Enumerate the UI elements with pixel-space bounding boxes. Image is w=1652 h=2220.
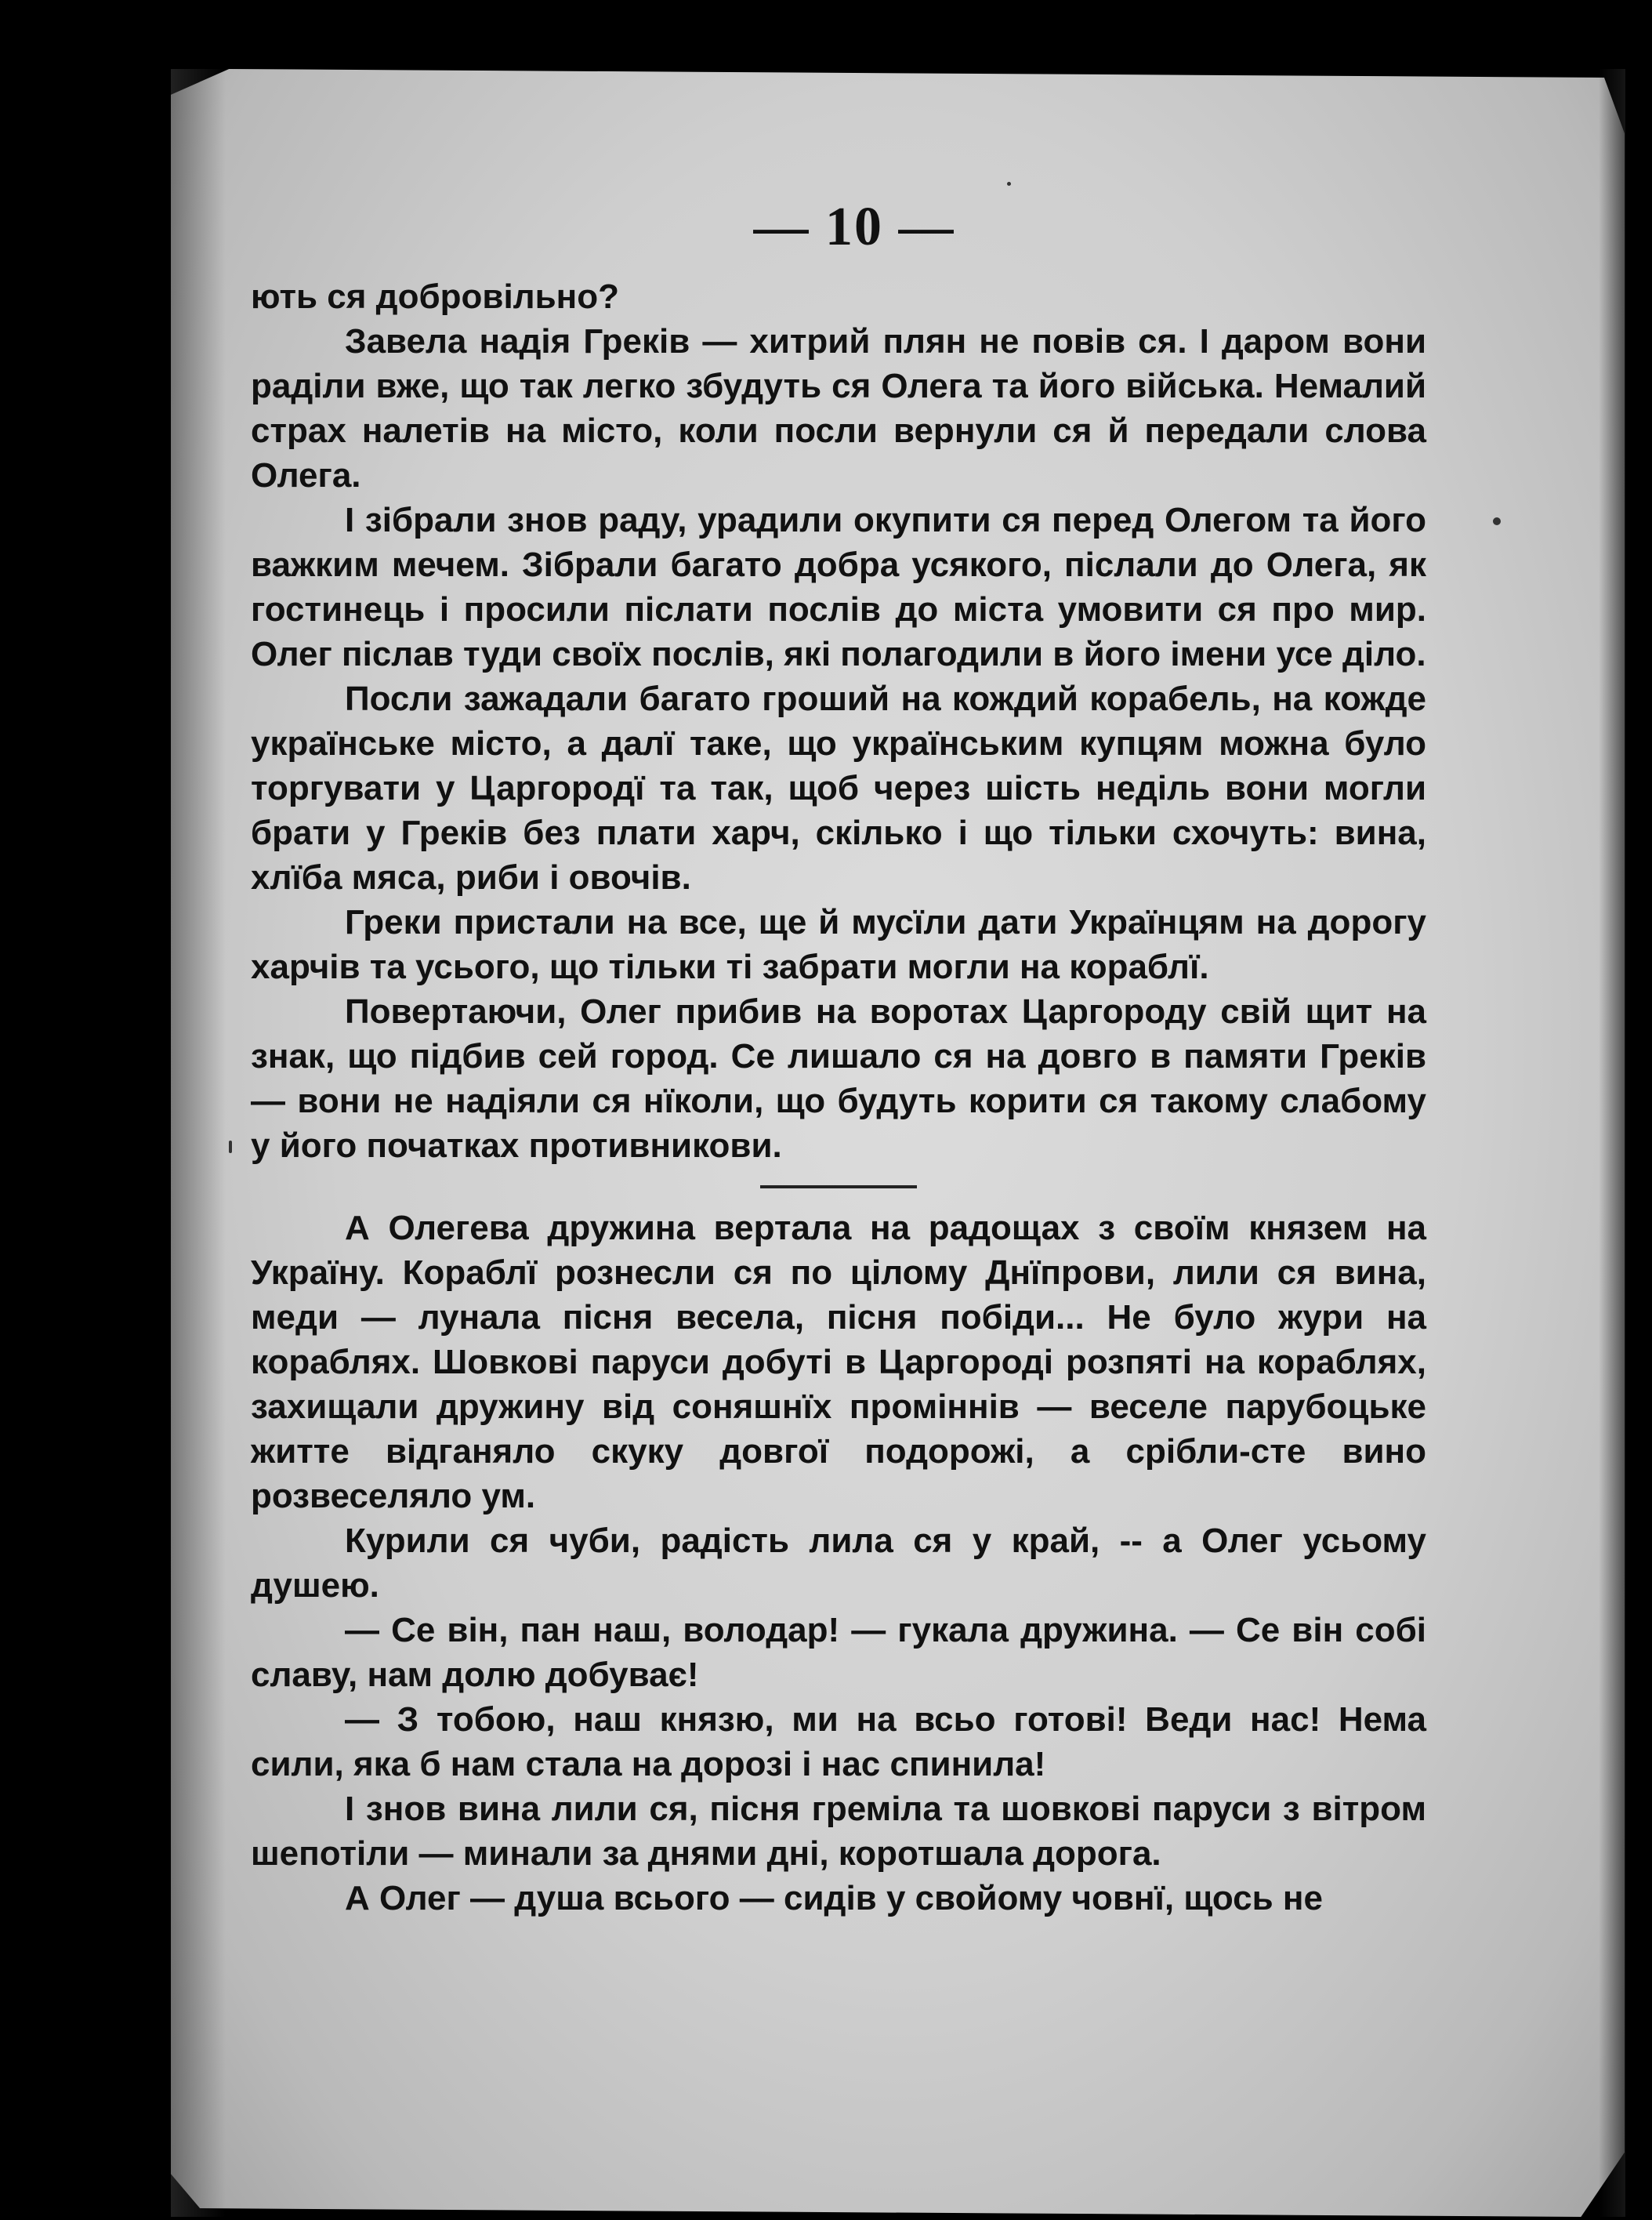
paragraph: Посли зажадали багато гроший на кождий корабель, на кожде українське місто, а далї таке, що українським купцям можна було торгувати у Царгородї та так, щоб через шість неділь вони могли брати у Греків без плати харч, скілько і що тільки схочуть: вина, хлїба мяса, риби і овочів. [251, 680, 1426, 897]
page-binding-edge [1599, 69, 1625, 2217]
page-number: — 10 — [753, 197, 955, 257]
body-text [251, 274, 1426, 1921]
page-shadow [171, 69, 226, 2217]
paragraph: Греки пристали на все, ще й мусїли дати Українцям на дорогу харчів та усього, що тільки ті забрати могли на кораблї. [251, 903, 1426, 986]
paragraph: ють ся добровільно? [251, 278, 620, 316]
section-divider [760, 1185, 917, 1188]
paragraph: — З тобою, наш князю, ми на всьо готові! Веди нас! Нема сили, яка б нам стала на дорозі і нас спинила! [251, 1700, 1426, 1783]
paragraph: І знов вина лили ся, пісня греміла та шовкові паруси з вітром шепотіли — минали за днями дні, коротшала дорога. [251, 1790, 1426, 1873]
paragraph: А Олегева дружина вертала на радощах з своїм князем на Україну. Кораблї рознесли ся по цілому Днїпрови, лили ся вина, меди — лунала пісня весела, пісня побіди... Не було жури на кораблях. Шовкові паруси добуті в Царгороді розпяті на кораблях, захищали дружину від соняшнїх проміннів — веселе парубоцьке житте відганяло скуку довгої подорожі, а срібли-сте вино розвеселяло ум. [251, 1209, 1426, 1515]
paragraph: Завела надія Греків — хитрий плян не повів ся. І даром вони раділи вже, що так легко збудуть ся Олега та його війська. Немалий страх налетів на місто, коли посли вернули ся й передали слова Олега. [251, 322, 1426, 495]
paragraph: Курили ся чуби, радість лила ся у край, -- а Олег усьому душею. [251, 1522, 1426, 1605]
paragraph: — Се він, пан наш, володар! — гукала дружина. — Се він собі славу, нам долю добуває! [251, 1611, 1426, 1694]
print-speck [1493, 517, 1501, 525]
paragraph: А Олег — душа всього — сидів у свойому човнї, щось не [345, 1879, 1323, 1917]
paragraph: Повертаючи, Олег прибив на воротах Царгороду свій щит на знак, що підбив сей город. Се лишало ся на довго в памяти Греків — вони не надіяли ся нїколи, що будуть корити ся такому слабому у його початках противникови. [251, 992, 1426, 1165]
print-speck [1007, 182, 1011, 186]
paragraph: І зібрали знов раду, урадили окупити ся перед Олегом та його важким мечем. Зібрали багато добра усякого, післали до Олега, як гостинець і просили післати послів до міста умовити ся про мир. Олег післав туди своїх послів, які полагодили в його імени усе діло. [251, 501, 1426, 673]
print-speck [229, 1141, 232, 1153]
